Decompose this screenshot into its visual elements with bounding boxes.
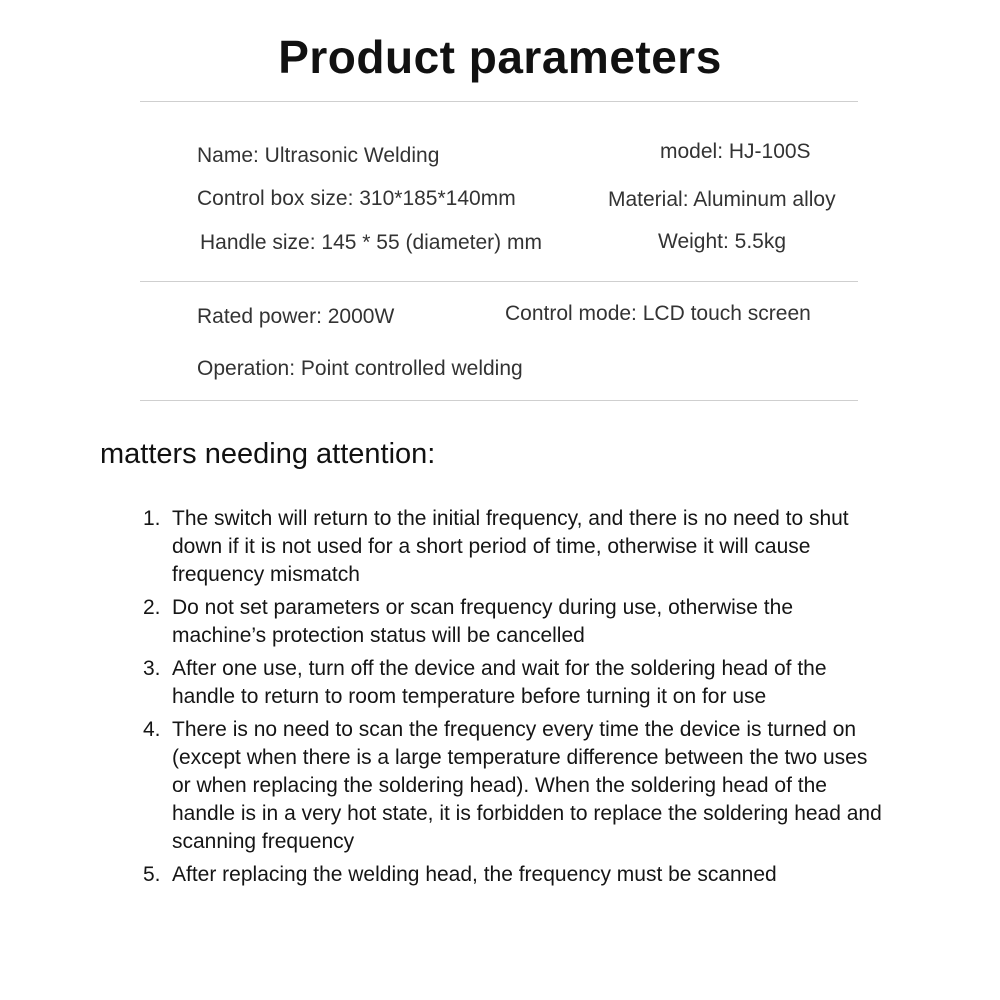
spec-control-mode: Control mode: LCD touch screen [505, 302, 811, 325]
attention-item-5 [143, 861, 883, 889]
spec-model: model: HJ-100S [660, 140, 811, 163]
attention-list [143, 505, 883, 894]
attention-item-text: The switch will return to the initial frequency, and there is no need to shut down if it is not used for a short period of time, otherwise it will cause frequency mismatch [172, 507, 849, 586]
attention-item-text: After replacing the welding head, the frequency must be scanned [172, 863, 777, 886]
spec-rated-power: Rated power: 2000W [197, 305, 395, 328]
divider-middle [140, 281, 858, 282]
divider-top [140, 101, 858, 102]
spec-operation: Operation: Point controlled welding [197, 357, 523, 380]
attention-item-text: Do not set parameters or scan frequency during use, otherwise the machine’s protection status will be cancelled [172, 596, 793, 647]
attention-item-text: After one use, turn off the device and wait for the soldering head of the handle to return to room temperature before turning it on for use [172, 657, 827, 708]
spec-control-box-size: Control box size: 310*185*140mm [197, 187, 516, 210]
attention-item-number: 3. [143, 657, 161, 680]
divider-bottom [140, 400, 858, 401]
attention-item-1 [143, 505, 883, 589]
page-title: Product parameters [278, 31, 722, 83]
spec-name: Name: Ultrasonic Welding [197, 144, 440, 167]
attention-item-number: 4. [143, 718, 161, 741]
attention-item-number: 5. [143, 863, 161, 886]
attention-item-3 [143, 655, 883, 711]
attention-item-number: 2. [143, 596, 161, 619]
spec-weight: Weight: 5.5kg [658, 230, 787, 253]
attention-item-number: 1. [143, 507, 161, 530]
attention-heading: matters needing attention: [100, 438, 436, 470]
spec-handle-size: Handle size: 145 * 55 (diameter) mm [200, 231, 542, 254]
spec-material: Material: Aluminum alloy [608, 188, 836, 211]
attention-item-2 [143, 594, 883, 650]
attention-item-4 [143, 716, 883, 856]
attention-item-text: There is no need to scan the frequency every time the device is turned on (except when there is a large temperature difference between the two uses or when replacing the soldering head). When the soldering head of the handle is in a very hot state, it is forbidden to replace the soldering head and scanning frequency [172, 718, 882, 853]
